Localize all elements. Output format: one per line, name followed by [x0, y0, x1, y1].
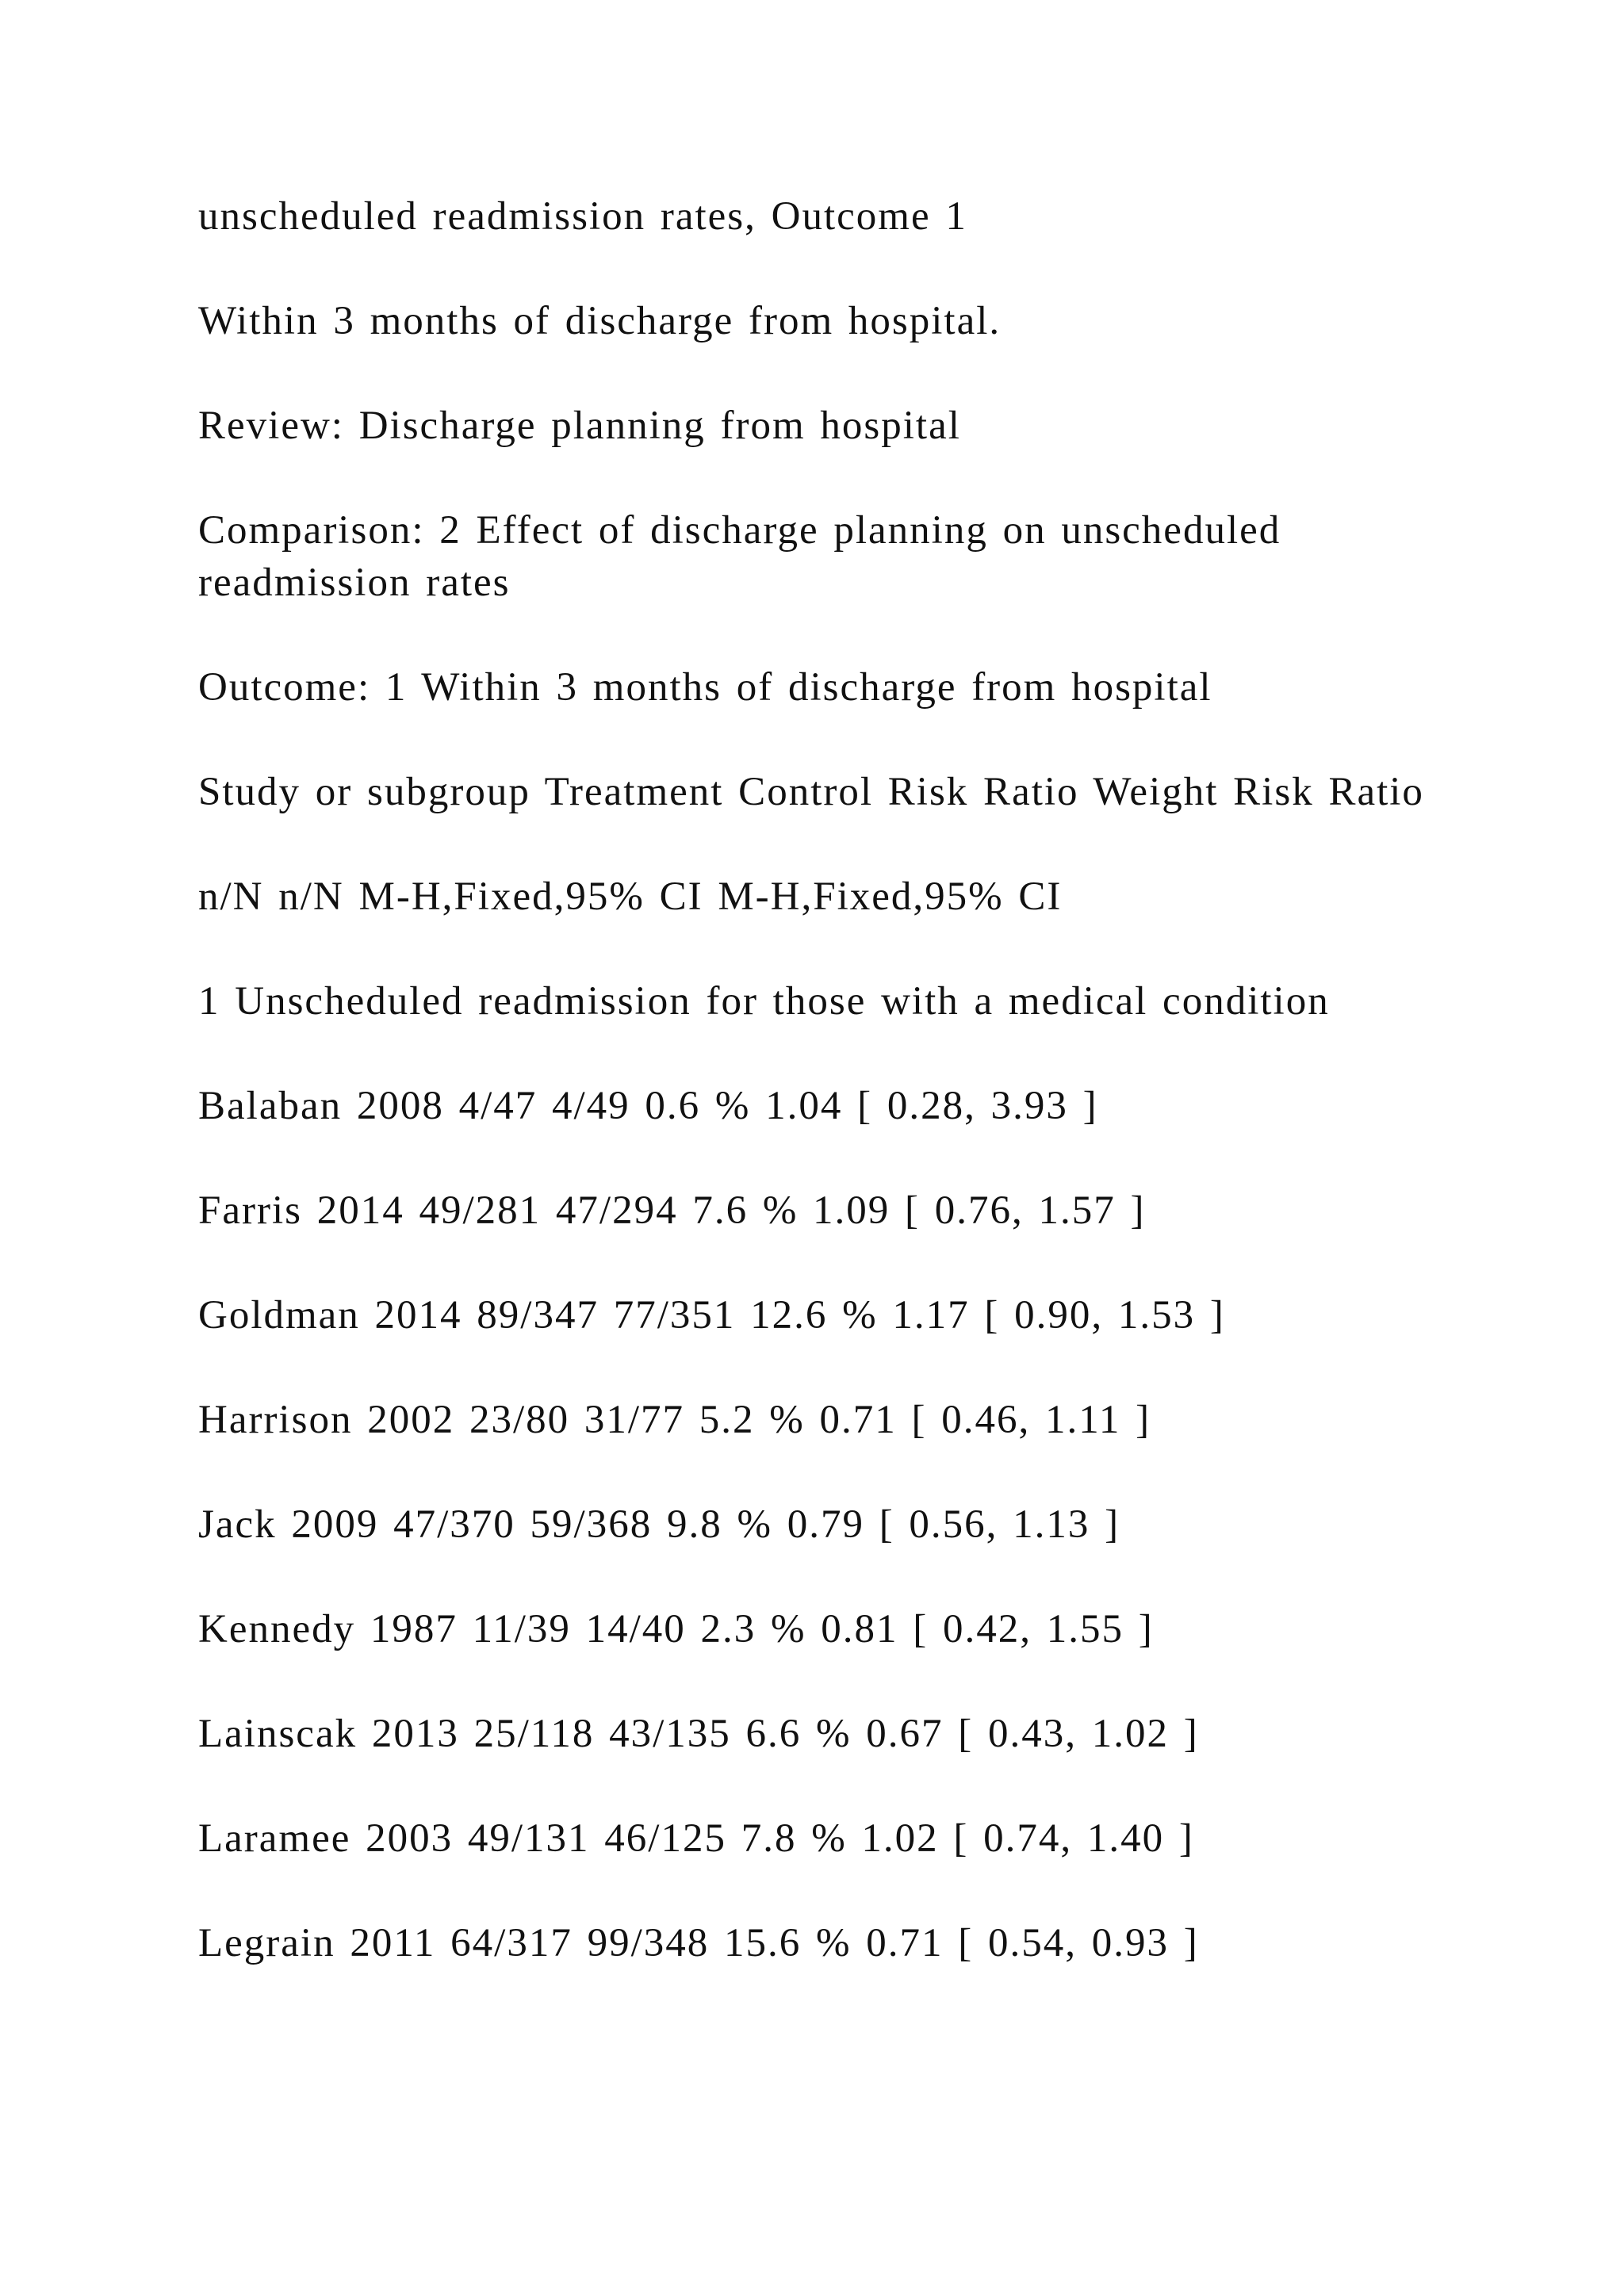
- study-row: Jack 2009 47/370 59/368 9.8 % 0.79 [ 0.56, 1.13 ]: [198, 1502, 1120, 1547]
- study-row: Legrain 2011 64/317 99/348 15.6 % 0.71 [ 0.54, 0.93 ]: [198, 1921, 1199, 1965]
- comparison-line: Comparison: 2 Effect of discharge planning on unscheduled readmission rates: [198, 508, 1281, 605]
- table-subheader: n/N n/N M-H,Fixed,95% CI M-H,Fixed,95% CI: [198, 874, 1063, 919]
- study-row: Laramee 2003 49/131 46/125 7.8 % 1.02 [ 0.74, 1.40 ]: [198, 1816, 1194, 1861]
- document-body: [198, 190, 1435, 2022]
- subgroup-heading: 1 Unscheduled readmission for those with a medical condition: [198, 979, 1330, 1024]
- study-row: Farris 2014 49/281 47/294 7.6 % 1.09 [ 0.76, 1.57 ]: [198, 1188, 1146, 1233]
- outcome-line: Outcome: 1 Within 3 months of discharge from hospital: [198, 665, 1212, 710]
- table-header: Study or subgroup Treatment Control Risk Ratio Weight Risk Ratio: [198, 770, 1424, 814]
- study-row: Goldman 2014 89/347 77/351 12.6 % 1.17 [ 0.90, 1.53 ]: [198, 1293, 1225, 1337]
- review-line: Review: Discharge planning from hospital: [198, 404, 961, 448]
- figure-caption-continuation: unscheduled readmission rates, Outcome 1: [198, 194, 967, 239]
- study-row: Kennedy 1987 11/39 14/40 2.3 % 0.81 [ 0.42, 1.55 ]: [198, 1607, 1154, 1651]
- figure-caption-timeframe: Within 3 months of discharge from hospital.: [198, 299, 1002, 343]
- study-row: Balaban 2008 4/47 4/49 0.6 % 1.04 [ 0.28, 3.93 ]: [198, 1084, 1098, 1128]
- study-row: Lainscak 2013 25/118 43/135 6.6 % 0.67 [ 0.43, 1.02 ]: [198, 1712, 1199, 1756]
- study-row: Harrison 2002 23/80 31/77 5.2 % 0.71 [ 0.46, 1.11 ]: [198, 1398, 1151, 1442]
